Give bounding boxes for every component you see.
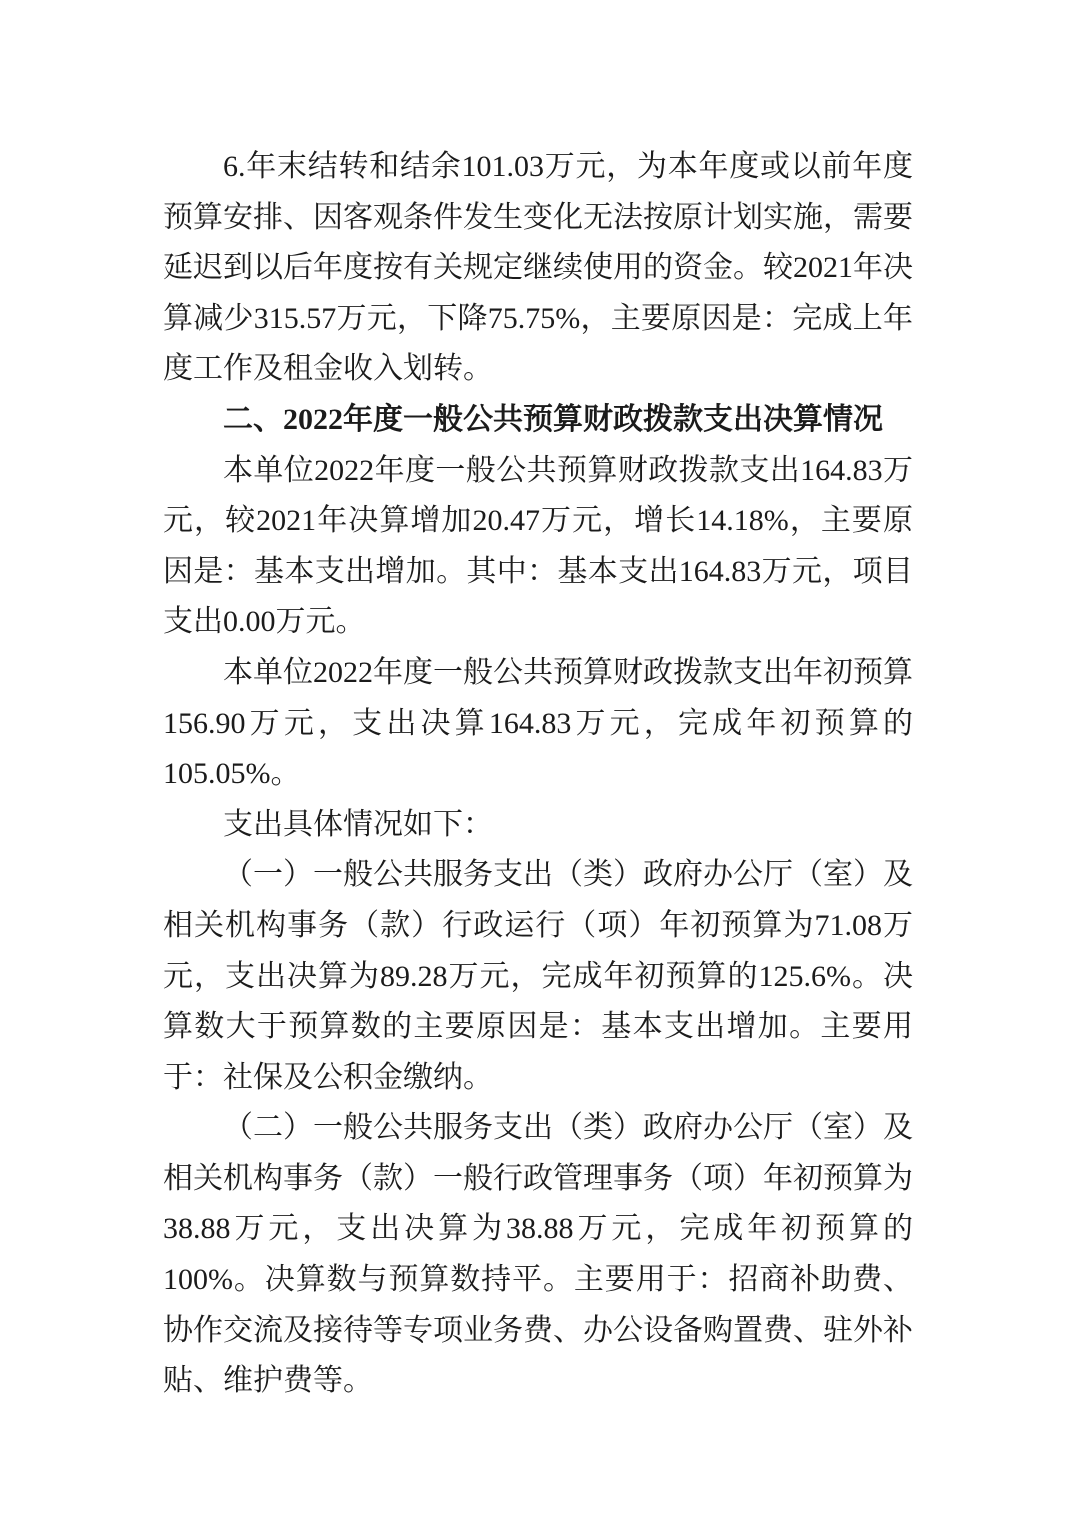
body-paragraph: 本单位2022年度一般公共预算财政拨款支出年初预算156.90万元，支出决算164.83万元，完成年初预算的105.05%。: [163, 655, 913, 791]
section-heading: 二、2022年度一般公共预算财政拨款支出决算情况: [223, 402, 883, 436]
body-paragraph: （二）一般公共服务支出（类）政府办公厅（室）及相关机构事务（款）一般行政管理事务（项）年初预算为38.88万元，支出决算为38.88万元，完成年初预算的100%。决算数与预算数持平。主要用于：招商补助费、协作交流及接待等专项业务费、办公设备购置费、驻外补贴、维护费等。: [163, 1111, 913, 1398]
body-paragraph: 支出具体情况如下：: [223, 807, 493, 841]
body-paragraph: （一）一般公共服务支出（类）政府办公厅（室）及相关机构事务（款）行政运行（项）年初预算为71.08万元，支出决算为89.28万元，完成年初预算的125.6%。决算数大于预算数的主要原因是：基本支出增加。主要用于：社保及公积金缴纳。: [163, 858, 913, 1094]
body-paragraph: 本单位2022年度一般公共预算财政拨款支出164.83万元，较2021年决算增加20.47万元，增长14.18%，主要原因是：基本支出增加。其中：基本支出164.83万元，项目支出0.00万元。: [163, 453, 913, 639]
body-paragraph: 6.年末结转和结余101.03万元，为本年度或以前年度预算安排、因客观条件发生变化无法按原计划实施，需要延迟到以后年度按有关规定继续使用的资金。较2021年决算减少315.57万元，下降75.75%，主要原因是：完成上年度工作及租金收入划转。: [163, 150, 913, 386]
